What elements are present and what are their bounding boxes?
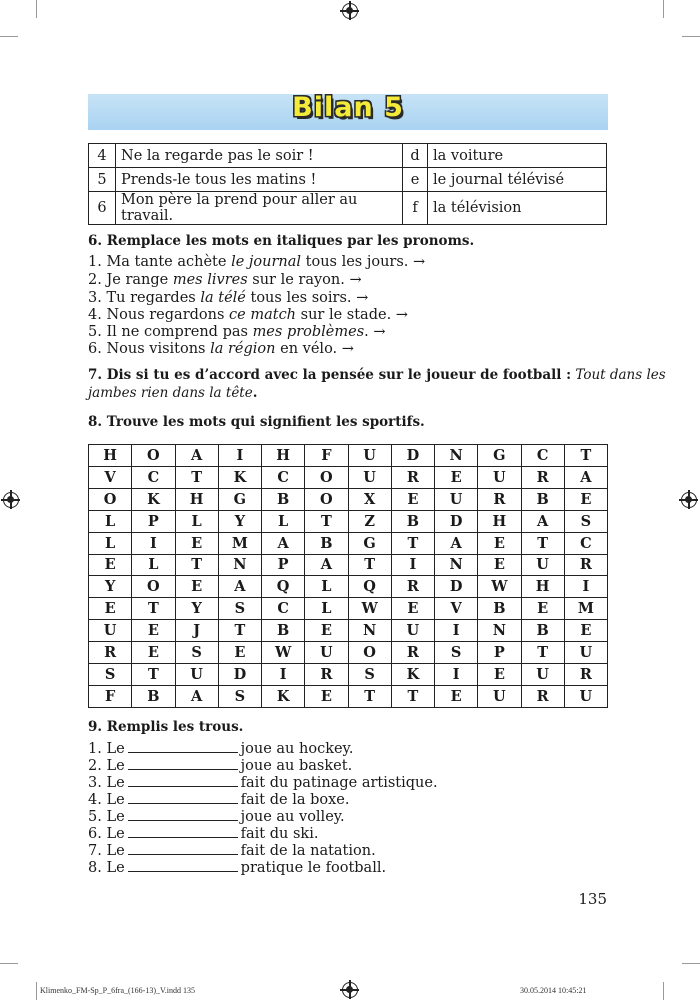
grid-cell[interactable]: A <box>564 466 607 488</box>
exercise-9-heading: 9. Remplis les trous. <box>88 719 244 735</box>
crop-mark <box>682 963 700 964</box>
grid-cell[interactable]: E <box>564 488 607 510</box>
answer-blank[interactable] <box>128 825 238 838</box>
exercise-7: 7. Dis si tu es d’accord avec la pensée sur le joueur de football : Tout dans les jambes rien dans la tête. <box>88 367 666 401</box>
grid-cell[interactable]: E <box>391 488 434 510</box>
grid-cell[interactable]: L <box>89 532 132 554</box>
grid-cell[interactable]: T <box>391 685 434 707</box>
grid-cell[interactable]: M <box>564 598 607 620</box>
grid-cell[interactable]: E <box>305 685 348 707</box>
grid-row <box>89 598 608 620</box>
list-item: 2. Le joue au basket. <box>88 758 353 774</box>
grid-cell[interactable]: P <box>132 510 175 532</box>
grid-cell[interactable]: T <box>132 598 175 620</box>
crop-mark <box>36 0 37 18</box>
grid-cell[interactable]: W <box>262 642 305 664</box>
crop-mark <box>0 963 18 964</box>
grid-cell[interactable]: L <box>132 554 175 576</box>
grid-cell[interactable]: C <box>132 466 175 488</box>
grid-cell[interactable]: D <box>218 664 261 686</box>
grid-cell[interactable]: R <box>564 554 607 576</box>
grid-cell[interactable]: U <box>305 642 348 664</box>
row-answer: le journal télévisé <box>428 168 607 192</box>
registration-mark-icon <box>342 3 358 19</box>
grid-cell[interactable]: Q <box>262 576 305 598</box>
grid-cell[interactable]: N <box>435 554 478 576</box>
match-table <box>88 143 607 225</box>
table-row <box>89 168 607 192</box>
grid-cell[interactable]: B <box>262 488 305 510</box>
grid-cell[interactable]: R <box>478 488 521 510</box>
answer-blank[interactable] <box>128 859 238 872</box>
grid-cell[interactable]: Y <box>218 510 261 532</box>
grid-row <box>89 664 608 686</box>
grid-cell[interactable]: O <box>305 488 348 510</box>
grid-cell[interactable]: T <box>175 466 218 488</box>
grid-cell[interactable]: U <box>478 685 521 707</box>
grid-cell[interactable]: H <box>521 576 564 598</box>
grid-cell[interactable]: W <box>478 576 521 598</box>
word-search-grid <box>88 444 608 708</box>
grid-cell[interactable]: C <box>564 532 607 554</box>
grid-cell[interactable]: E <box>175 576 218 598</box>
grid-cell[interactable]: K <box>391 664 434 686</box>
grid-cell[interactable]: F <box>305 445 348 467</box>
grid-row <box>89 576 608 598</box>
row-sentence: Ne la regarde pas le soir ! <box>116 144 403 168</box>
grid-cell[interactable]: U <box>348 445 391 467</box>
grid-cell[interactable]: B <box>305 532 348 554</box>
list-item: 2. Je range mes livres sur le rayon. → <box>88 272 362 288</box>
answer-blank[interactable] <box>128 740 238 753</box>
grid-cell[interactable]: T <box>348 685 391 707</box>
grid-cell[interactable]: E <box>89 598 132 620</box>
grid-cell[interactable]: E <box>89 554 132 576</box>
exercise-7-quote: Tout dans les <box>575 367 666 383</box>
grid-row <box>89 532 608 554</box>
grid-cell[interactable]: V <box>89 466 132 488</box>
grid-cell[interactable]: H <box>478 510 521 532</box>
grid-cell[interactable]: L <box>262 510 305 532</box>
grid-cell[interactable]: E <box>132 620 175 642</box>
grid-row <box>89 685 608 707</box>
grid-cell[interactable]: E <box>435 685 478 707</box>
crop-mark <box>36 982 37 1000</box>
grid-cell[interactable]: H <box>262 445 305 467</box>
grid-cell[interactable]: I <box>262 664 305 686</box>
list-item: 8. Le pratique le football. <box>88 860 387 876</box>
grid-cell[interactable]: B <box>478 598 521 620</box>
grid-cell[interactable]: U <box>478 466 521 488</box>
grid-cell[interactable]: E <box>478 532 521 554</box>
exercise-7-quote: jambes rien dans la tête <box>88 385 253 401</box>
grid-cell[interactable]: L <box>175 510 218 532</box>
grid-cell[interactable]: O <box>305 466 348 488</box>
list-item: 4. Nous regardons ce match sur le stade. → <box>88 307 408 323</box>
row-letter: d <box>403 144 428 168</box>
grid-cell[interactable]: C <box>262 466 305 488</box>
grid-row <box>89 620 608 642</box>
grid-cell[interactable]: R <box>521 466 564 488</box>
grid-row <box>89 466 608 488</box>
grid-cell[interactable]: P <box>262 554 305 576</box>
grid-cell[interactable]: T <box>564 445 607 467</box>
grid-cell[interactable]: O <box>132 445 175 467</box>
grid-cell[interactable]: Q <box>348 576 391 598</box>
grid-cell[interactable]: A <box>521 510 564 532</box>
grid-cell[interactable]: R <box>391 642 434 664</box>
answer-blank[interactable] <box>128 791 238 804</box>
grid-cell[interactable]: U <box>521 664 564 686</box>
grid-row <box>89 445 608 467</box>
grid-row <box>89 488 608 510</box>
grid-cell[interactable]: E <box>218 642 261 664</box>
grid-cell[interactable]: E <box>478 664 521 686</box>
grid-cell[interactable]: B <box>521 488 564 510</box>
page-number: 135 <box>578 890 607 908</box>
grid-cell[interactable]: U <box>89 620 132 642</box>
grid-cell[interactable]: G <box>218 488 261 510</box>
grid-cell[interactable]: U <box>564 685 607 707</box>
grid-cell[interactable]: T <box>521 532 564 554</box>
answer-blank[interactable] <box>128 774 238 787</box>
grid-cell[interactable]: I <box>435 620 478 642</box>
row-number: 6 <box>89 192 116 225</box>
exercise-7-heading: 7. Dis si tu es d’accord avec la pensée sur le joueur de football : <box>88 367 572 383</box>
grid-cell[interactable]: K <box>132 488 175 510</box>
grid-cell[interactable]: V <box>435 598 478 620</box>
grid-cell[interactable]: I <box>391 554 434 576</box>
grid-cell[interactable]: R <box>305 664 348 686</box>
list-item: 6. Le fait du ski. <box>88 826 319 842</box>
crop-mark <box>663 0 664 18</box>
grid-cell[interactable]: E <box>175 532 218 554</box>
grid-cell[interactable]: H <box>175 488 218 510</box>
footer-file-info: Klimenko_FM-Sp_P_6fra_(166-13)_V.indd 135 <box>40 986 195 995</box>
row-number: 4 <box>89 144 116 168</box>
grid-cell[interactable]: M <box>218 532 261 554</box>
grid-cell[interactable]: S <box>218 685 261 707</box>
list-item: 4. Le fait de la boxe. <box>88 792 350 808</box>
grid-cell[interactable]: H <box>89 445 132 467</box>
grid-cell[interactable]: B <box>521 620 564 642</box>
page-title: Bilan 5 <box>292 92 404 123</box>
grid-cell[interactable]: D <box>435 510 478 532</box>
crop-mark <box>682 36 700 37</box>
registration-mark-icon <box>681 492 697 508</box>
grid-cell[interactable]: O <box>132 576 175 598</box>
exercise-6-heading: 6. Remplace les mots en italiques par les pronoms. <box>88 233 475 249</box>
grid-cell[interactable]: T <box>348 554 391 576</box>
grid-cell[interactable]: D <box>435 576 478 598</box>
table-row <box>89 144 607 168</box>
answer-blank[interactable] <box>128 757 238 770</box>
crop-mark <box>663 982 664 1000</box>
grid-cell[interactable]: R <box>564 664 607 686</box>
grid-cell[interactable]: I <box>564 576 607 598</box>
grid-cell[interactable]: I <box>132 532 175 554</box>
grid-cell[interactable]: S <box>564 510 607 532</box>
grid-cell[interactable]: E <box>521 598 564 620</box>
grid-cell[interactable]: Z <box>348 510 391 532</box>
row-answer: la voiture <box>428 144 607 168</box>
grid-cell[interactable]: N <box>478 620 521 642</box>
list-item: 7. Le fait de la natation. <box>88 843 376 859</box>
grid-cell[interactable]: S <box>348 664 391 686</box>
grid-cell[interactable]: E <box>564 620 607 642</box>
grid-cell[interactable]: T <box>521 642 564 664</box>
grid-cell[interactable]: L <box>305 598 348 620</box>
footer-timestamp: 30.05.2014 10:45:21 <box>520 986 587 995</box>
grid-cell[interactable]: N <box>348 620 391 642</box>
grid-cell[interactable]: N <box>435 445 478 467</box>
grid-cell[interactable]: B <box>391 510 434 532</box>
grid-cell[interactable]: T <box>305 510 348 532</box>
grid-cell[interactable]: S <box>89 664 132 686</box>
grid-cell[interactable]: L <box>89 510 132 532</box>
grid-cell[interactable]: A <box>218 576 261 598</box>
grid-cell[interactable]: T <box>132 664 175 686</box>
grid-cell[interactable]: K <box>218 466 261 488</box>
grid-cell[interactable]: R <box>391 466 434 488</box>
grid-cell[interactable]: K <box>262 685 305 707</box>
grid-cell[interactable]: T <box>391 532 434 554</box>
grid-cell[interactable]: T <box>175 554 218 576</box>
grid-cell[interactable]: Y <box>89 576 132 598</box>
exercise-8-heading: 8. Trouve les mots qui signifient les sportifs. <box>88 414 425 430</box>
row-sentence: Mon père la prend pour aller au travail. <box>116 192 403 225</box>
list-item: 6. Nous visitons la région en vélo. → <box>88 341 354 357</box>
row-sentence: Prends-le tous les matins ! <box>116 168 403 192</box>
grid-row <box>89 642 608 664</box>
grid-cell[interactable]: G <box>348 532 391 554</box>
grid-cell[interactable]: S <box>175 642 218 664</box>
registration-mark-icon <box>3 492 19 508</box>
grid-row <box>89 554 608 576</box>
grid-cell[interactable]: C <box>521 445 564 467</box>
grid-cell[interactable]: U <box>435 488 478 510</box>
grid-cell[interactable]: A <box>305 554 348 576</box>
answer-blank[interactable] <box>128 808 238 821</box>
grid-cell[interactable]: J <box>175 620 218 642</box>
grid-cell[interactable]: U <box>348 466 391 488</box>
grid-cell[interactable]: A <box>175 685 218 707</box>
list-item: 5. Le joue au volley. <box>88 809 345 825</box>
grid-cell[interactable]: P <box>478 642 521 664</box>
grid-cell[interactable]: U <box>391 620 434 642</box>
grid-cell[interactable]: E <box>435 466 478 488</box>
grid-row <box>89 510 608 532</box>
grid-cell[interactable]: T <box>218 620 261 642</box>
grid-cell[interactable]: E <box>132 642 175 664</box>
grid-cell[interactable]: A <box>175 445 218 467</box>
row-number: 5 <box>89 168 116 192</box>
grid-cell[interactable]: N <box>218 554 261 576</box>
grid-cell[interactable]: U <box>521 554 564 576</box>
list-item: 5. Il ne comprend pas mes problèmes. → <box>88 324 386 340</box>
grid-cell[interactable]: E <box>305 620 348 642</box>
grid-cell[interactable]: S <box>218 598 261 620</box>
list-item: 3. Le fait du patinage artistique. <box>88 775 438 791</box>
table-row <box>89 192 607 225</box>
grid-cell[interactable]: L <box>305 576 348 598</box>
answer-blank[interactable] <box>128 842 238 855</box>
grid-cell[interactable]: B <box>132 685 175 707</box>
grid-cell[interactable]: O <box>348 642 391 664</box>
grid-cell[interactable]: B <box>262 620 305 642</box>
grid-cell[interactable]: Y <box>175 598 218 620</box>
grid-cell[interactable]: O <box>89 488 132 510</box>
row-answer: la télévision <box>428 192 607 225</box>
list-item: 1. Le joue au hockey. <box>88 741 354 757</box>
crop-mark <box>0 36 18 37</box>
grid-cell[interactable]: I <box>435 664 478 686</box>
grid-cell[interactable]: C <box>262 598 305 620</box>
grid-cell[interactable]: A <box>262 532 305 554</box>
list-item: 3. Tu regardes la télé tous les soirs. → <box>88 290 369 306</box>
list-item: 1. Ma tante achète le journal tous les jours. → <box>88 254 426 270</box>
grid-cell[interactable]: I <box>218 445 261 467</box>
grid-cell[interactable]: U <box>175 664 218 686</box>
grid-cell[interactable]: G <box>478 445 521 467</box>
grid-cell[interactable]: E <box>478 554 521 576</box>
row-letter: e <box>403 168 428 192</box>
grid-cell[interactable]: F <box>89 685 132 707</box>
row-letter: f <box>403 192 428 225</box>
grid-cell[interactable]: R <box>89 642 132 664</box>
grid-cell[interactable]: E <box>391 598 434 620</box>
grid-cell[interactable]: R <box>521 685 564 707</box>
registration-mark-icon <box>342 982 358 998</box>
grid-cell[interactable]: X <box>348 488 391 510</box>
grid-cell[interactable]: S <box>435 642 478 664</box>
grid-cell[interactable]: U <box>564 642 607 664</box>
grid-cell[interactable]: A <box>435 532 478 554</box>
grid-cell[interactable]: R <box>391 576 434 598</box>
grid-cell[interactable]: D <box>391 445 434 467</box>
grid-cell[interactable]: W <box>348 598 391 620</box>
